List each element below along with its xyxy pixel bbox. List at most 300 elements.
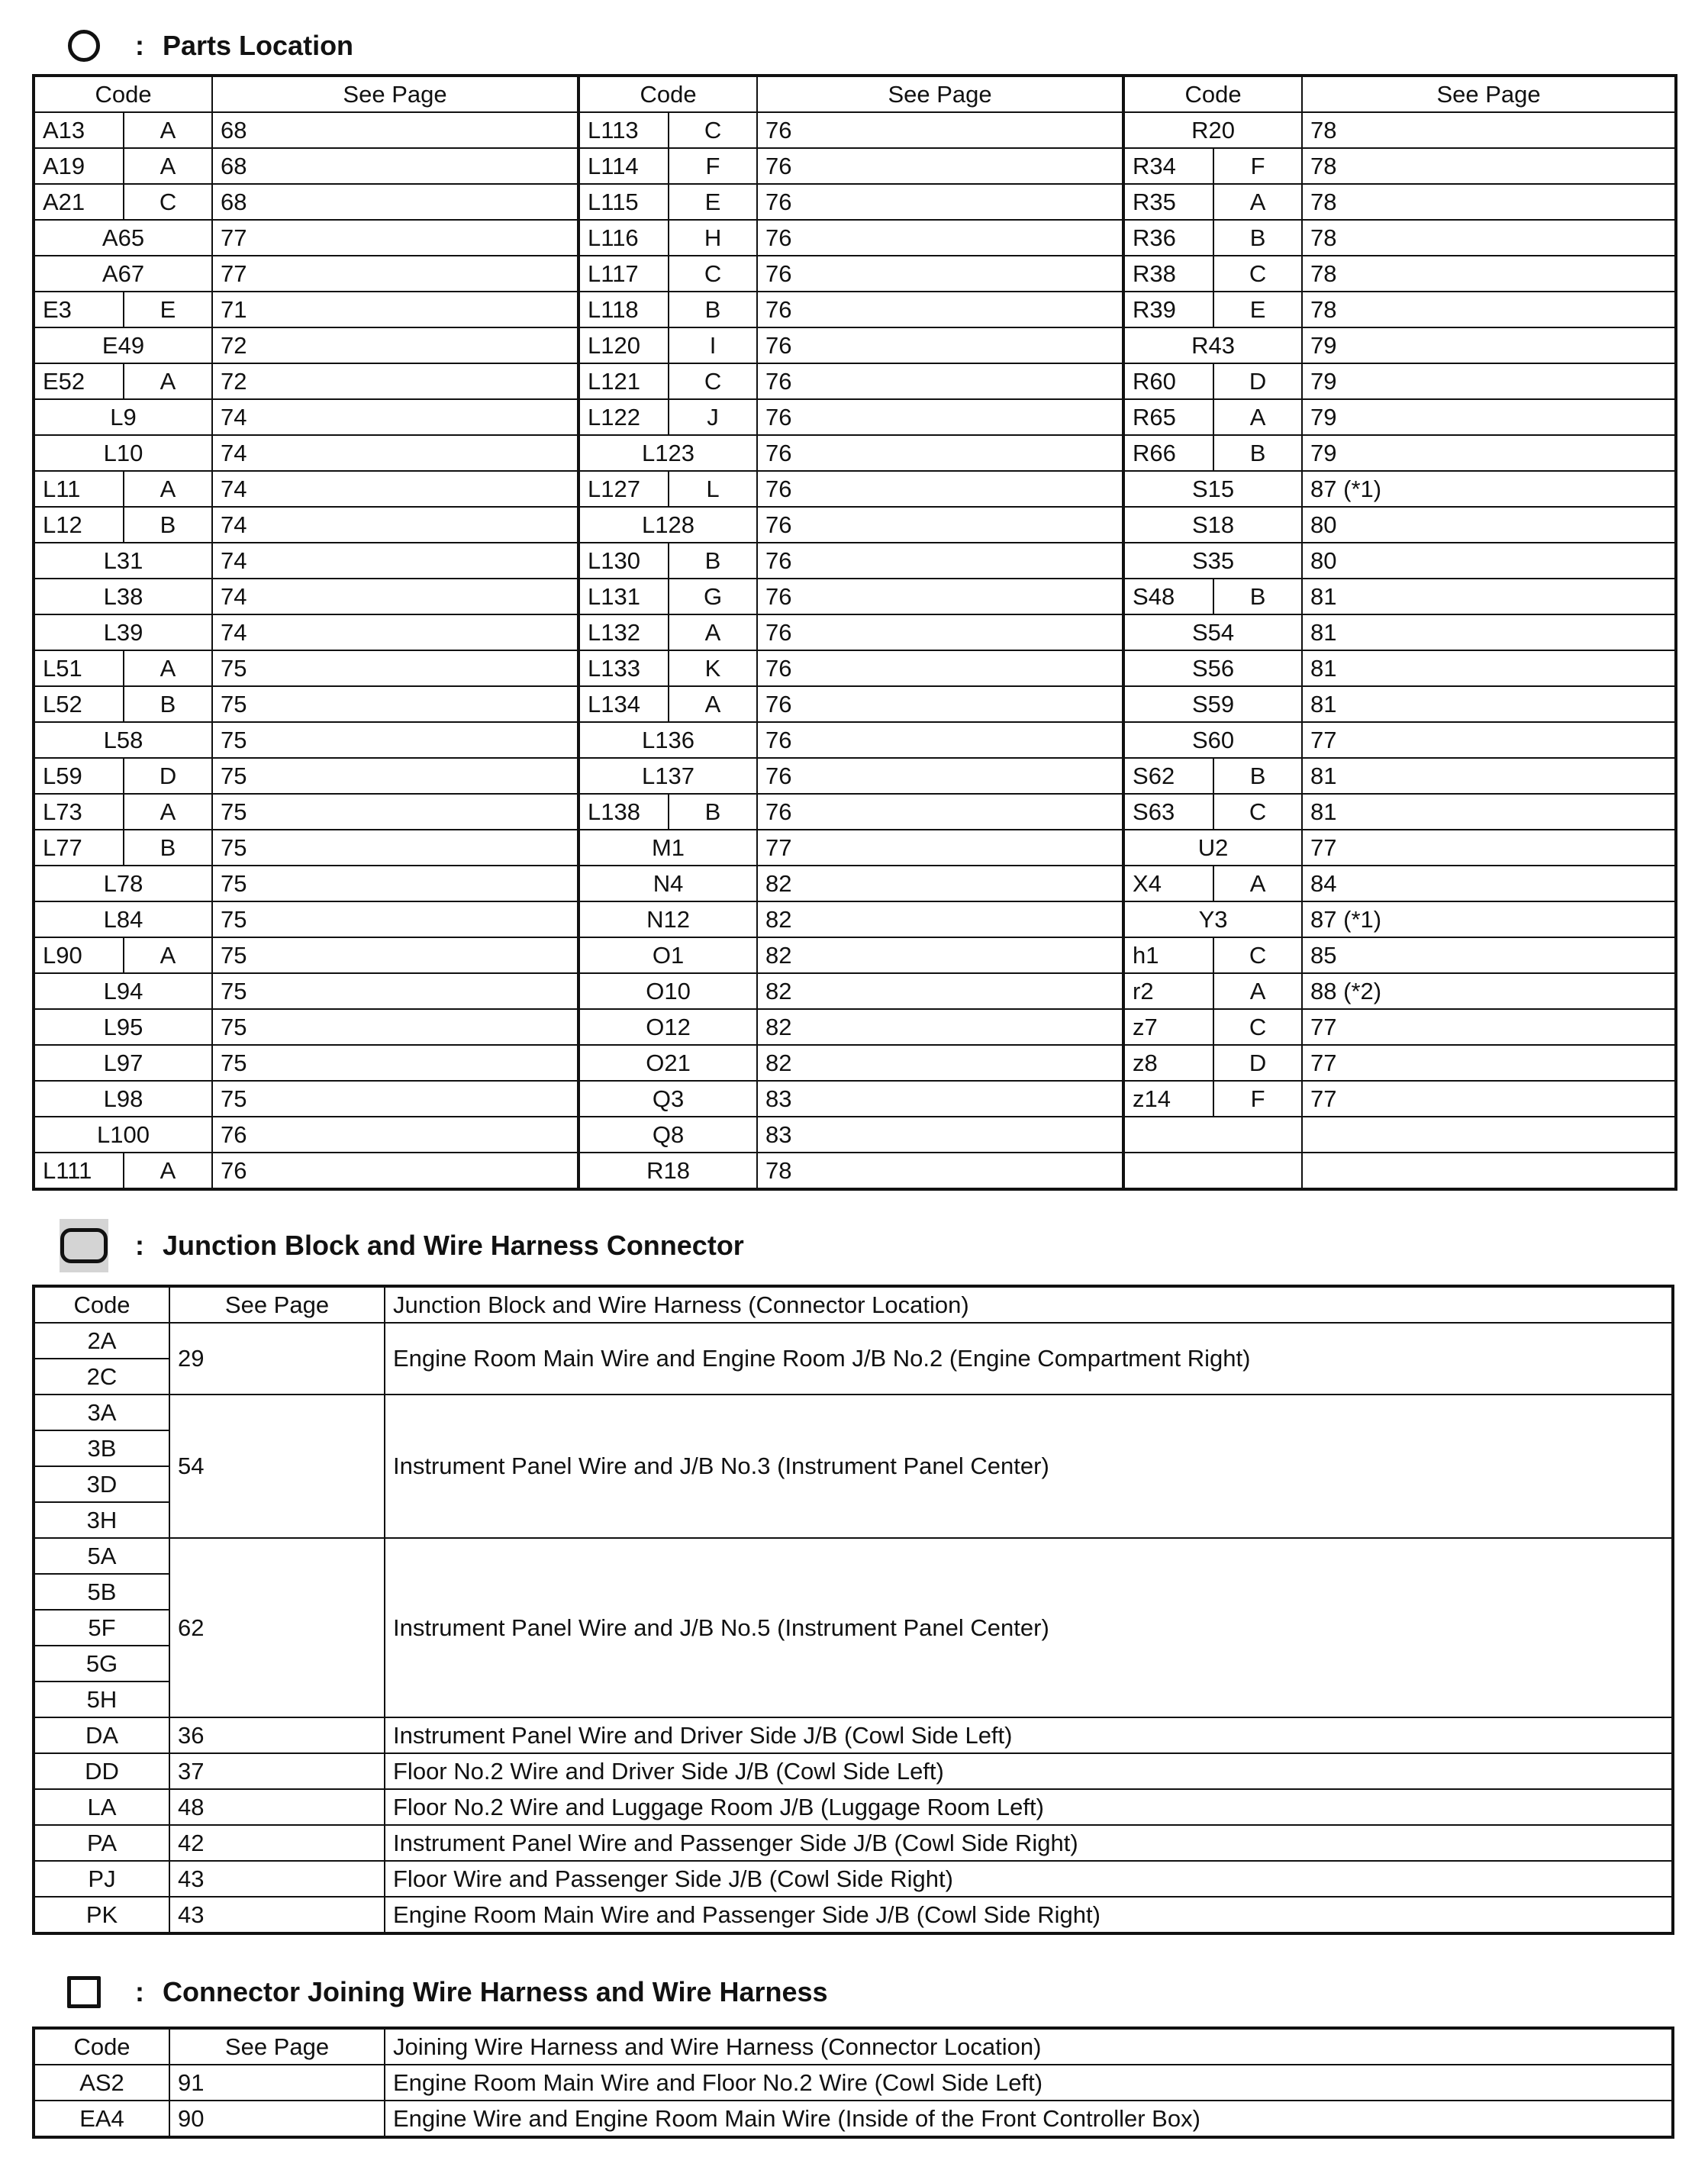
junction-code: PJ [34,1861,169,1897]
part-code: L51 [34,650,124,686]
see-page: 43 [169,1861,385,1897]
connector-location: Floor No.2 Wire and Luggage Room J/B (Luggage Room Left) [385,1789,1673,1825]
parts-location-title: Parts Location [163,30,354,61]
part-variant: C [1213,794,1302,830]
part-code: A65 [34,220,212,256]
table-row [34,1789,1673,1825]
part-code: R20 [1123,112,1302,148]
part-variant: B [669,794,757,830]
see-page [1302,1117,1676,1153]
connector-location: Engine Room Main Wire and Engine Room J/B No.2 (Engine Compartment Right) [385,1323,1673,1395]
part-code: R34 [1123,148,1213,184]
see-page: 79 [1302,435,1676,471]
part-variant: A [669,614,757,650]
part-variant: D [1213,363,1302,399]
table-row [34,758,1676,794]
junction-block-table [32,1285,1674,1935]
see-page: 77 [212,256,578,292]
see-page: 77 [1302,1081,1676,1117]
see-page: 76 [212,1117,578,1153]
part-variant: A [124,937,212,973]
part-code: L90 [34,937,124,973]
part-variant: A [1213,399,1302,435]
part-variant: B [1213,220,1302,256]
part-variant: A [124,148,212,184]
part-code: L132 [578,614,669,650]
see-page: 82 [757,1009,1123,1045]
part-variant: G [669,579,757,614]
part-variant: B [1213,579,1302,614]
part-code: O1 [578,937,757,973]
junction-code: LA [34,1789,169,1825]
connector-location: Floor No.2 Wire and Driver Side J/B (Cowl Side Left) [385,1753,1673,1789]
see-page: 79 [1302,363,1676,399]
part-variant: L [669,471,757,507]
see-page: 76 [757,148,1123,184]
part-code: O21 [578,1045,757,1081]
see-page: 29 [169,1323,385,1395]
see-page: 81 [1302,650,1676,686]
part-code: L131 [578,579,669,614]
parts-location-table [32,74,1677,1191]
part-code: R65 [1123,399,1213,435]
part-code: N12 [578,901,757,937]
see-page: 81 [1302,579,1676,614]
col-header-page: See Page [169,2028,385,2065]
see-page: 36 [169,1717,385,1753]
part-code: L123 [578,435,757,471]
col-header-page: See Page [169,1286,385,1323]
part-code: L12 [34,507,124,543]
see-page: 75 [212,830,578,866]
junction-code: 3H [34,1502,169,1538]
part-code: S56 [1123,650,1302,686]
see-page: 37 [169,1753,385,1789]
parts-location-header-row [34,76,1676,112]
table-row [34,614,1676,650]
table-row [34,1717,1673,1753]
table-row [34,1753,1673,1789]
table-row [34,686,1676,722]
see-page: 83 [757,1081,1123,1117]
see-page: 76 [757,579,1123,614]
see-page: 76 [757,220,1123,256]
part-code: O10 [578,973,757,1009]
junction-code: PA [34,1825,169,1861]
table-row [34,1117,1676,1153]
junction-code: 2A [34,1323,169,1359]
col-header-page: See Page [212,76,578,112]
table-row [34,1081,1676,1117]
col-header-code: Code [578,76,757,112]
see-page: 76 [757,650,1123,686]
part-code: A67 [34,256,212,292]
table-row [34,327,1676,363]
part-code: S35 [1123,543,1302,579]
see-page: 74 [212,399,578,435]
col-header-code: Code [1123,76,1302,112]
connector-joining-header-row [34,2028,1673,2065]
part-code: A21 [34,184,124,220]
circle-icon [67,29,101,63]
part-code: L84 [34,901,212,937]
part-code: A13 [34,112,124,148]
junction-code: 5B [34,1574,169,1610]
see-page: 68 [212,148,578,184]
part-code: L121 [578,363,669,399]
table-row [34,2065,1673,2101]
junction-code: 5F [34,1610,169,1646]
part-variant: B [1213,758,1302,794]
see-page: 42 [169,1825,385,1861]
table-row [34,866,1676,901]
see-page: 75 [212,650,578,686]
part-variant: A [124,650,212,686]
col-header-code: Code [34,1286,169,1323]
part-code: O12 [578,1009,757,1045]
part-code: S54 [1123,614,1302,650]
see-page: 76 [757,471,1123,507]
see-page: 72 [212,363,578,399]
see-page: 75 [212,901,578,937]
part-code: A19 [34,148,124,184]
part-variant: B [669,543,757,579]
see-page: 81 [1302,794,1676,830]
connector-location: Instrument Panel Wire and J/B No.3 (Instrument Panel Center) [385,1395,1673,1538]
junction-code: PK [34,1897,169,1933]
part-code: L38 [34,579,212,614]
part-code: L11 [34,471,124,507]
see-page: 76 [757,686,1123,722]
see-page: 75 [212,686,578,722]
see-page: 75 [212,973,578,1009]
part-code: L134 [578,686,669,722]
see-page: 77 [212,220,578,256]
part-code: L120 [578,327,669,363]
see-page: 81 [1302,758,1676,794]
see-page: 76 [757,399,1123,435]
see-page: 77 [1302,722,1676,758]
part-code: X4 [1123,866,1213,901]
table-row [34,1538,1673,1574]
col-header-code: Code [34,76,212,112]
part-variant: C [669,363,757,399]
connector-joining-table [32,2027,1674,2139]
junction-code: 2C [34,1359,169,1395]
junction-block-heading [67,1223,744,1269]
part-code: R35 [1123,184,1213,220]
part-code: L100 [34,1117,212,1153]
see-page: 76 [212,1153,578,1189]
see-page: 79 [1302,327,1676,363]
part-code: L122 [578,399,669,435]
part-variant: C [1213,256,1302,292]
part-variant: E [1213,292,1302,327]
see-page: 77 [1302,830,1676,866]
part-variant: A [1213,973,1302,1009]
connector-joining-heading [67,1969,828,2015]
part-code: L9 [34,399,212,435]
part-variant: C [669,256,757,292]
part-code: h1 [1123,937,1213,973]
part-code: S62 [1123,758,1213,794]
col-header-page: See Page [757,76,1123,112]
see-page: 74 [212,579,578,614]
connector-location: Instrument Panel Wire and Passenger Side J/B (Cowl Side Right) [385,1825,1673,1861]
part-code: L73 [34,794,124,830]
part-code: L138 [578,794,669,830]
part-variant: H [669,220,757,256]
see-page: 62 [169,1538,385,1717]
part-variant: E [669,184,757,220]
part-variant: F [1213,148,1302,184]
part-code: z8 [1123,1045,1213,1081]
part-variant: K [669,650,757,686]
part-variant: A [1213,184,1302,220]
see-page: 76 [757,292,1123,327]
part-code: L111 [34,1153,124,1189]
see-page: 83 [757,1117,1123,1153]
part-variant: C [124,184,212,220]
connector-location: Engine Room Main Wire and Passenger Side J/B (Cowl Side Right) [385,1897,1673,1933]
see-page: 77 [1302,1045,1676,1081]
connector-joining-title: Connector Joining Wire Harness and Wire Harness [163,1976,828,2007]
see-page: 77 [757,830,1123,866]
part-code: R38 [1123,256,1213,292]
parts-location-heading [67,23,353,69]
part-code: L97 [34,1045,212,1081]
connector-joining-colon: : [135,1976,144,2007]
part-code: R39 [1123,292,1213,327]
rectangle-icon [67,1975,101,2009]
part-variant: A [124,112,212,148]
connector-location: Instrument Panel Wire and J/B No.5 (Instrument Panel Center) [385,1538,1673,1717]
see-page: 82 [757,973,1123,1009]
table-row [34,399,1676,435]
see-page: 80 [1302,507,1676,543]
see-page: 74 [212,543,578,579]
part-code: L114 [578,148,669,184]
see-page: 76 [757,543,1123,579]
table-row [34,830,1676,866]
part-code: L136 [578,722,757,758]
table-row [34,1045,1676,1081]
part-code: E52 [34,363,124,399]
part-code: L52 [34,686,124,722]
see-page: 87 (*1) [1302,471,1676,507]
part-code: z7 [1123,1009,1213,1045]
table-row [34,148,1676,184]
joining-code: AS2 [34,2065,169,2101]
part-code: L137 [578,758,757,794]
table-row [34,650,1676,686]
see-page: 74 [212,471,578,507]
part-code: L117 [578,256,669,292]
see-page: 76 [757,112,1123,148]
part-code: L115 [578,184,669,220]
see-page: 43 [169,1897,385,1933]
part-variant: B [669,292,757,327]
part-code: R60 [1123,363,1213,399]
part-code: S48 [1123,579,1213,614]
part-code: L128 [578,507,757,543]
part-code: Y3 [1123,901,1302,937]
see-page: 76 [757,758,1123,794]
table-row [34,256,1676,292]
see-page: 75 [212,794,578,830]
part-code: L10 [34,435,212,471]
see-page: 81 [1302,686,1676,722]
part-code: S15 [1123,471,1302,507]
table-row [34,1395,1673,1430]
part-code: R18 [578,1153,757,1189]
part-variant: C [1213,937,1302,973]
part-code: L133 [578,650,669,686]
part-code: S59 [1123,686,1302,722]
part-code: R36 [1123,220,1213,256]
junction-code: DA [34,1717,169,1753]
table-row [34,1861,1673,1897]
part-variant: F [669,148,757,184]
table-row [34,937,1676,973]
part-variant: B [1213,435,1302,471]
see-page: 76 [757,363,1123,399]
part-variant: A [124,363,212,399]
see-page: 76 [757,507,1123,543]
part-variant: A [124,1153,212,1189]
connector-location: Engine Wire and Engine Room Main Wire (Inside of the Front Controller Box) [385,2101,1673,2137]
see-page: 80 [1302,543,1676,579]
see-page: 82 [757,1045,1123,1081]
see-page: 75 [212,1045,578,1081]
see-page: 82 [757,901,1123,937]
see-page: 74 [212,614,578,650]
see-page: 75 [212,937,578,973]
see-page: 88 (*2) [1302,973,1676,1009]
see-page: 76 [757,327,1123,363]
junction-code: 5H [34,1682,169,1717]
see-page: 78 [1302,148,1676,184]
part-code: E3 [34,292,124,327]
see-page: 76 [757,794,1123,830]
see-page: 78 [1302,112,1676,148]
part-code: R66 [1123,435,1213,471]
part-variant: B [124,830,212,866]
part-code: L59 [34,758,124,794]
table-row [34,973,1676,1009]
part-code: R43 [1123,327,1302,363]
see-page: 78 [1302,220,1676,256]
part-variant: F [1213,1081,1302,1117]
part-code: S60 [1123,722,1302,758]
table-row [34,363,1676,399]
table-row [34,112,1676,148]
junction-block-header-row [34,1286,1673,1323]
part-code: E49 [34,327,212,363]
part-code: S18 [1123,507,1302,543]
parts-location-colon: : [135,30,144,61]
part-variant: I [669,327,757,363]
see-page: 54 [169,1395,385,1538]
see-page: 76 [757,722,1123,758]
table-row [34,579,1676,614]
rounded-rect-icon [67,1229,101,1262]
table-row [34,1825,1673,1861]
table-row [34,435,1676,471]
junction-code: 5G [34,1646,169,1682]
see-page: 76 [757,256,1123,292]
see-page: 91 [169,2065,385,2101]
col-header-desc: Joining Wire Harness and Wire Harness (Connector Location) [385,2028,1673,2065]
part-code: L127 [578,471,669,507]
part-code: S63 [1123,794,1213,830]
part-code: L130 [578,543,669,579]
part-code: L58 [34,722,212,758]
col-header-desc: Junction Block and Wire Harness (Connector Location) [385,1286,1673,1323]
see-page: 75 [212,1009,578,1045]
see-page: 82 [757,866,1123,901]
see-page: 82 [757,937,1123,973]
part-variant: C [669,112,757,148]
part-variant: A [669,686,757,722]
table-row [34,1153,1676,1189]
see-page: 74 [212,507,578,543]
junction-code: 3A [34,1395,169,1430]
see-page: 78 [1302,256,1676,292]
see-page: 76 [757,614,1123,650]
connector-location: Engine Room Main Wire and Floor No.2 Wire (Cowl Side Left) [385,2065,1673,2101]
table-row [34,1897,1673,1933]
see-page: 78 [1302,184,1676,220]
part-variant: C [1213,1009,1302,1045]
part-code: L113 [578,112,669,148]
part-code: N4 [578,866,757,901]
connector-location: Floor Wire and Passenger Side J/B (Cowl Side Right) [385,1861,1673,1897]
see-page: 75 [212,866,578,901]
table-row [34,1323,1673,1359]
part-variant: E [124,292,212,327]
see-page: 85 [1302,937,1676,973]
junction-block-colon: : [135,1230,144,1261]
part-code: L39 [34,614,212,650]
part-code: Q8 [578,1117,757,1153]
part-variant: A [1213,866,1302,901]
junction-block-title: Junction Block and Wire Harness Connector [163,1230,744,1261]
part-code: U2 [1123,830,1302,866]
table-row [34,901,1676,937]
table-row [34,543,1676,579]
see-page: 84 [1302,866,1676,901]
junction-code: DD [34,1753,169,1789]
see-page: 75 [212,758,578,794]
table-row [34,292,1676,327]
see-page: 76 [757,184,1123,220]
part-variant: D [1213,1045,1302,1081]
part-code: L94 [34,973,212,1009]
see-page: 79 [1302,399,1676,435]
table-row [34,722,1676,758]
part-code: L116 [578,220,669,256]
part-code [1123,1153,1302,1189]
part-variant: D [124,758,212,794]
see-page: 68 [212,184,578,220]
col-header-page: See Page [1302,76,1676,112]
part-code: r2 [1123,973,1213,1009]
part-variant: B [124,507,212,543]
part-code [1123,1117,1302,1153]
table-row [34,471,1676,507]
see-page: 74 [212,435,578,471]
